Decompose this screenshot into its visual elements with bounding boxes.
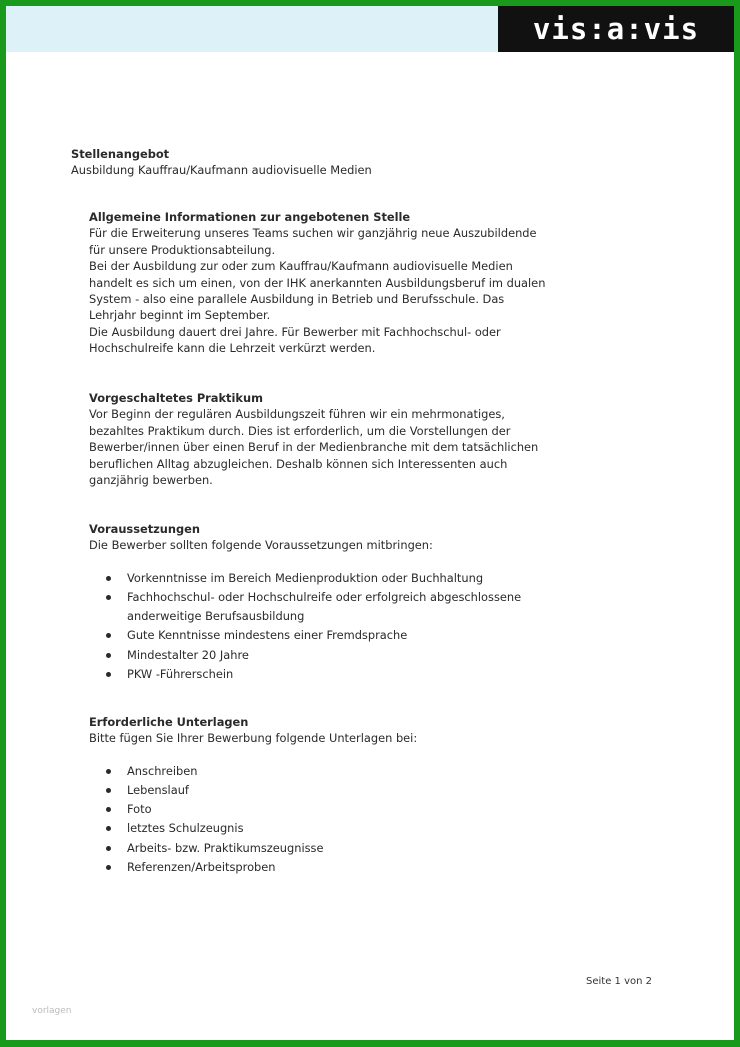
document-subtitle: Ausbildung Kauffrau/Kaufmann audiovisuelle Medien — [71, 163, 372, 178]
watermark: vorlagen — [32, 1006, 72, 1016]
list-item: Lebenslauf — [89, 781, 629, 800]
section-documents — [89, 714, 629, 877]
section-heading: Erforderliche Unterlagen — [89, 715, 249, 729]
list-item: Vorkenntnisse im Bereich Medienproduktion oder Buchhaltung — [89, 569, 549, 588]
list-item: Foto — [89, 800, 629, 819]
paragraph-line: Lehrjahr beginnt im September. — [89, 308, 271, 323]
list-item: Mindestalter 20 Jahre — [89, 646, 549, 665]
paragraph-line: bezahltes Praktikum durch. Dies ist erforderlich, um die Vorstellungen der — [89, 423, 511, 438]
paragraph-line: Bewerber/innen über einen Beruf in der Medienbranche mit dem tatsächlichen — [89, 440, 539, 455]
paragraph-line: Hochschulreife kann die Lehrzeit verkürzt werden. — [89, 341, 376, 356]
list-item: Anschreiben — [89, 762, 629, 781]
section-internship — [89, 390, 629, 488]
title-block — [71, 146, 372, 179]
section-general-info — [89, 209, 629, 357]
requirements-list — [89, 569, 549, 684]
paragraph-line: beruflichen Alltag abzugleichen. Deshalb können sich Interessenten auch — [89, 456, 508, 471]
documents-list — [89, 762, 629, 877]
paragraph-line: Vor Beginn der regulären Ausbildungszeit führen wir ein mehrmonatiges, — [89, 407, 505, 422]
paragraph-line: System - also eine parallele Ausbildung in Betrieb und Berufsschule. Das — [89, 292, 505, 307]
section-intro: Bitte fügen Sie Ihrer Bewerbung folgende Unterlagen bei: — [89, 731, 418, 746]
list-item: Referenzen/Arbeitsproben — [89, 858, 629, 877]
section-heading: Voraussetzungen — [89, 522, 200, 536]
section-intro: Die Bewerber sollten folgende Voraussetzungen mitbringen: — [89, 538, 433, 553]
brand-logo: vis:a:vis — [498, 6, 734, 52]
list-item: Arbeits- bzw. Praktikumszeugnisse — [89, 839, 629, 858]
paragraph-line: Bei der Ausbildung zur oder zum Kauffrau/Kaufmann audiovisuelle Medien — [89, 259, 513, 274]
document-page — [6, 6, 734, 1040]
paragraph-line: ganzjährig bewerben. — [89, 473, 213, 488]
list-item: PKW -Führerschein — [89, 665, 549, 684]
paragraph-line: handelt es sich um einen, von der IHK anerkannten Ausbildungsberuf im dualen — [89, 275, 546, 290]
paragraph-line: für unsere Produktionsabteilung. — [89, 242, 276, 257]
list-item: Gute Kenntnisse mindestens einer Fremdsprache — [89, 626, 549, 645]
section-heading: Vorgeschaltetes Praktikum — [89, 391, 263, 405]
list-item: Fachhochschul- oder Hochschulreife oder erfolgreich abgeschlossene anderweitige Berufsausbildung — [89, 588, 549, 626]
section-requirements — [89, 521, 629, 684]
paragraph-line: Für die Erweiterung unseres Teams suchen wir ganzjährig neue Auszubildende — [89, 226, 537, 241]
document-heading: Stellenangebot — [71, 147, 170, 161]
section-heading: Allgemeine Informationen zur angebotenen Stelle — [89, 210, 411, 224]
page-indicator: Seite 1 von 2 — [586, 976, 652, 987]
header-band — [6, 6, 498, 52]
list-item: letztes Schulzeugnis — [89, 819, 629, 838]
paragraph-line: Die Ausbildung dauert drei Jahre. Für Bewerber mit Fachhochschul- oder — [89, 324, 501, 339]
